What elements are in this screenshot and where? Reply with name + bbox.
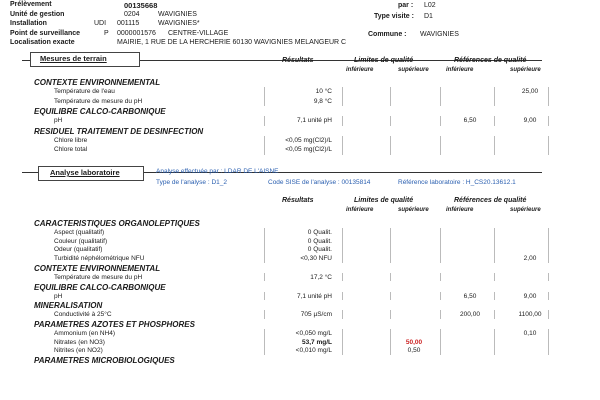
type-visite-value: D1	[424, 13, 433, 20]
column-divider	[548, 228, 549, 263]
terrain-lim-inf-head: inférieure	[346, 67, 374, 73]
parameter-label: Nitrites (en NO2)	[54, 347, 103, 355]
column-divider	[548, 116, 549, 126]
column-divider	[342, 329, 343, 355]
column-divider	[390, 329, 391, 355]
column-divider	[548, 329, 549, 355]
section-title: CONTEXTE ENVIRONNEMENTAL	[34, 263, 161, 273]
parameter-label: Couleur (qualitatif)	[54, 237, 108, 245]
par-value: L02	[424, 2, 436, 9]
parameter-label: Température de mesure du pH	[54, 273, 143, 281]
installation-label: Installation	[10, 20, 47, 27]
column-divider	[390, 116, 391, 126]
column-divider	[390, 87, 391, 106]
result-value: 0 Qualit.	[307, 246, 332, 254]
result-value: 7,1 unité pH	[296, 117, 332, 124]
result-value: 10 °C	[315, 88, 332, 95]
parameter-label: Ammonium (en NH4)	[54, 329, 116, 337]
ref-sup-value: 9,00	[523, 292, 537, 300]
unite-label: Unité de gestion	[10, 11, 65, 18]
terrain-ref-inf-head: inférieure	[446, 67, 474, 73]
result-value: <0,05 mg(Cl2)/L	[285, 136, 332, 144]
column-divider	[440, 329, 441, 355]
section-title: PARAMETRES MICROBIOLOGIQUES	[34, 356, 175, 365]
labo-ref-sup-head: supérieure	[510, 207, 541, 213]
column-divider	[264, 136, 265, 155]
labo-ref-inf-head: inférieure	[446, 207, 474, 213]
labo-lim-sup-head: supérieure	[398, 207, 429, 213]
terrain-lim-sup-head: supérieure	[398, 67, 429, 73]
type-visite-label: Type visite :	[374, 13, 414, 20]
parameter-label: Nitrates (en NO3)	[54, 338, 105, 346]
column-divider	[342, 273, 343, 282]
column-divider	[264, 292, 265, 301]
result-value: 705 µS/cm	[300, 311, 332, 319]
ref-sup-value: 25,00	[521, 88, 539, 95]
terrain-col-resultats: Résultats	[282, 57, 314, 64]
labo-col-resultats: Résultats	[282, 197, 314, 204]
unite-code: 0204	[124, 11, 140, 18]
terrain-col-references: Références de qualité	[454, 57, 527, 64]
column-divider	[390, 273, 391, 282]
installation-code: 001115	[117, 20, 140, 27]
labo-lim-inf-head: inférieure	[346, 207, 374, 213]
parameter-label: Aspect (qualitatif)	[54, 229, 105, 236]
ref-sup-value: 2,00	[523, 255, 537, 263]
column-divider	[264, 329, 265, 355]
column-divider	[440, 292, 441, 301]
section-title: EQUILIBRE CALCO-CARBONIQUE	[34, 107, 166, 116]
section-title: PARAMETRES AZOTES ET PHOSPHORES	[34, 319, 195, 329]
column-divider	[494, 329, 495, 355]
column-divider	[440, 136, 441, 155]
labo-type-analyse: Type de l'analyse : D1_2	[156, 179, 227, 186]
column-divider	[494, 310, 495, 319]
column-divider	[548, 310, 549, 319]
column-divider	[342, 310, 343, 319]
section-title: CONTEXTE ENVIRONNEMENTAL	[34, 78, 161, 87]
result-value: <0,30 NFU	[300, 255, 332, 263]
terrain-ref-sup-head: supérieure	[510, 67, 541, 73]
column-divider	[440, 87, 441, 106]
column-divider	[494, 292, 495, 301]
column-divider	[548, 292, 549, 301]
column-divider	[342, 292, 343, 301]
localisation-value: MAIRIE, 1 RUE DE LA HERCHERIE 60130 WAVIGNIES MELANGEUR C	[117, 39, 347, 46]
ref-sup-value: 0,10	[523, 329, 537, 337]
ref-inf-value: 6,50	[463, 292, 477, 300]
column-divider	[264, 273, 265, 282]
parameter-label: Température de l'eau	[54, 88, 115, 95]
column-divider	[390, 292, 391, 301]
parameter-label: pH	[54, 117, 63, 124]
point-code: 0000001576	[117, 30, 156, 37]
column-divider	[390, 136, 391, 155]
column-divider	[342, 228, 343, 263]
installation-name: WAVIGNIES*	[158, 20, 200, 27]
limit-sup-value: 0,50	[407, 347, 421, 355]
column-divider	[494, 273, 495, 282]
labo-reference: Référence laboratoire : H_CS20.13612.1	[398, 179, 516, 186]
column-divider	[494, 228, 495, 263]
point-name: CENTRE-VILLAGE	[168, 30, 229, 37]
commune-label: Commune :	[368, 31, 407, 38]
par-label: par :	[398, 2, 414, 9]
section-title: MINERALISATION	[34, 301, 103, 311]
labo-analyse-effectuee: Analyse effectuée par : LDAR DE L'AISNE	[156, 168, 279, 175]
limit-sup-value: 50,00	[405, 338, 423, 346]
column-divider	[548, 273, 549, 282]
prelevement-value: 00135668	[124, 1, 158, 10]
column-divider	[342, 87, 343, 106]
ref-inf-value: 200,00	[460, 311, 480, 319]
localisation-label: Localisation exacte	[10, 39, 75, 46]
result-value: <0,010 mg/L	[295, 347, 332, 355]
column-divider	[494, 136, 495, 155]
column-divider	[440, 116, 441, 126]
parameter-label: Température de mesure du pH	[54, 97, 143, 105]
column-divider	[264, 87, 265, 106]
section-title: EQUILIBRE CALCO-CARBONIQUE	[34, 282, 166, 292]
column-divider	[440, 273, 441, 282]
labo-code-sise: Code SISE de l'analyse : 00135814	[268, 179, 371, 186]
column-divider	[494, 87, 495, 106]
ref-sup-value: 9,00	[523, 117, 537, 124]
result-value: 9,8 °C	[313, 97, 332, 105]
parameter-label: Chlore libre	[54, 136, 88, 144]
point-label: Point de surveillance	[10, 30, 81, 37]
result-value: 0 Qualit.	[307, 237, 332, 245]
parameter-label: Chlore total	[54, 146, 88, 153]
result-value: 53,7 mg/L	[302, 338, 332, 346]
point-type: P	[104, 30, 109, 37]
labo-col-references: Références de qualité	[454, 197, 527, 204]
installation-type: UDI	[94, 20, 107, 27]
section-title: RESIDUEL TRAITEMENT DE DESINFECTION	[34, 126, 204, 136]
prelevement-label: Prélèvement	[10, 1, 52, 8]
unite-name: WAVIGNIES	[158, 11, 197, 18]
column-divider	[264, 116, 265, 126]
terrain-title: Mesures de terrain	[40, 54, 107, 63]
labo-col-limites: Limites de qualité	[354, 197, 414, 204]
column-divider	[440, 310, 441, 319]
column-divider	[342, 116, 343, 126]
column-divider	[264, 228, 265, 263]
column-divider	[342, 136, 343, 155]
result-value: 17,2 °C	[310, 273, 332, 281]
column-divider	[390, 310, 391, 319]
terrain-col-limites: Limites de qualité	[354, 57, 414, 64]
column-divider	[494, 116, 495, 126]
labo-title: Analyse laboratoire	[50, 168, 120, 177]
commune-value: WAVIGNIES	[420, 31, 459, 38]
result-value: <0,05 mg(Cl2)/L	[285, 146, 332, 153]
parameter-label: Conductivité à 25°C	[54, 311, 112, 319]
parameter-label: pH	[54, 292, 63, 300]
section-title: CARACTERISTIQUES ORGANOLEPTIQUES	[34, 219, 200, 228]
ref-inf-value: 6,50	[463, 117, 477, 124]
parameter-label: Odeur (qualitatif)	[54, 246, 103, 254]
column-divider	[548, 136, 549, 155]
column-divider	[390, 228, 391, 263]
column-divider	[264, 310, 265, 319]
column-divider	[548, 87, 549, 106]
parameter-label: Turbidité néphélométrique NFU	[54, 255, 145, 263]
ref-sup-value: 1100,00	[518, 311, 542, 319]
result-value: 0 Qualit.	[307, 229, 332, 236]
result-value: <0,050 mg/L	[295, 329, 332, 337]
column-divider	[440, 228, 441, 263]
result-value: 7,1 unité pH	[296, 292, 332, 300]
